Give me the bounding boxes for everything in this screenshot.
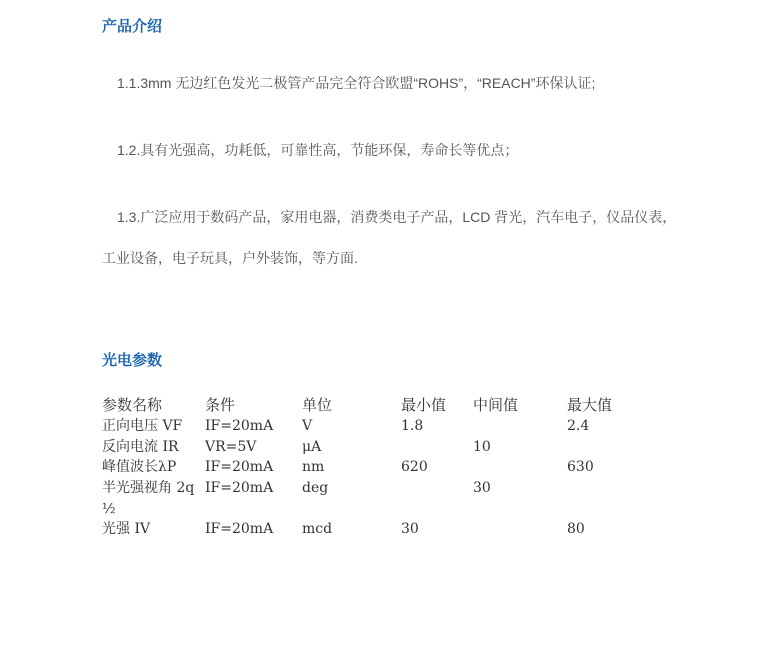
intro-item-3: 1.3.广泛应用于数码产品，家用电器，消费类电子产品，LCD 背光，汽车电子，仪品仪表， xyxy=(117,209,677,225)
cell-typ: 30 xyxy=(473,480,491,497)
intro-title: 产品介绍 xyxy=(102,18,163,35)
header-condition: 条件 xyxy=(205,396,236,414)
cell-unit: nm xyxy=(302,459,325,476)
intro-item-2: 1.2.具有光强高，功耗低，可靠性高，节能环保，寿命长等优点； xyxy=(117,142,519,158)
params-table xyxy=(102,395,647,540)
intro-item-3-continued: 工业设备，电子玩具，户外装饰，等方面. xyxy=(102,250,358,266)
cell-param-name: 光强 IV xyxy=(102,521,151,538)
cell-typ xyxy=(473,457,567,478)
cell-param-name: 半光强视角 2q½ xyxy=(102,480,195,517)
table-row xyxy=(102,437,647,458)
params-header-row xyxy=(102,395,647,416)
header-max: 最大值 xyxy=(567,396,613,414)
table-row xyxy=(102,457,647,478)
cell-condition: VR=5V xyxy=(205,438,257,455)
cell-param-name: 反向电流 IR xyxy=(102,438,179,455)
cell-max: 2.4 xyxy=(567,418,590,434)
cell-param-name: 正向电压 VF xyxy=(102,418,183,434)
cell-unit: deg xyxy=(302,480,329,497)
header-typ: 中间值 xyxy=(473,396,519,414)
cell-unit: V xyxy=(302,418,313,434)
cell-unit: mcd xyxy=(302,521,333,538)
cell-condition: IF=20mA xyxy=(205,521,274,538)
cell-min: 620 xyxy=(401,459,428,476)
cell-min xyxy=(401,437,473,458)
table-row xyxy=(102,478,647,519)
cell-max xyxy=(567,478,647,519)
cell-max xyxy=(567,437,647,458)
intro-item-1: 1.1.3mm 无边红色发光二极管产品完全符合欧盟“ROHS”，“REACH”环保认证; xyxy=(117,75,596,91)
cell-min: 1.8 xyxy=(401,418,424,434)
header-unit: 单位 xyxy=(302,396,333,414)
table-row xyxy=(102,416,647,437)
params-title: 光电参数 xyxy=(102,352,163,369)
cell-typ xyxy=(473,416,567,437)
cell-condition: IF=20mA xyxy=(205,459,274,476)
cell-param-name: 峰值波长λP xyxy=(102,459,177,476)
cell-condition: IF=20mA xyxy=(205,418,274,434)
header-param-name: 参数名称 xyxy=(102,396,163,414)
cell-typ: 10 xyxy=(473,438,491,455)
cell-max: 630 xyxy=(567,459,594,476)
table-row xyxy=(102,519,647,540)
cell-max: 80 xyxy=(567,521,585,538)
cell-condition: IF=20mA xyxy=(205,480,274,497)
cell-unit: μA xyxy=(302,438,322,455)
cell-typ xyxy=(473,519,567,540)
cell-min: 30 xyxy=(401,521,419,538)
header-min: 最小值 xyxy=(401,396,447,414)
cell-min xyxy=(401,478,473,519)
